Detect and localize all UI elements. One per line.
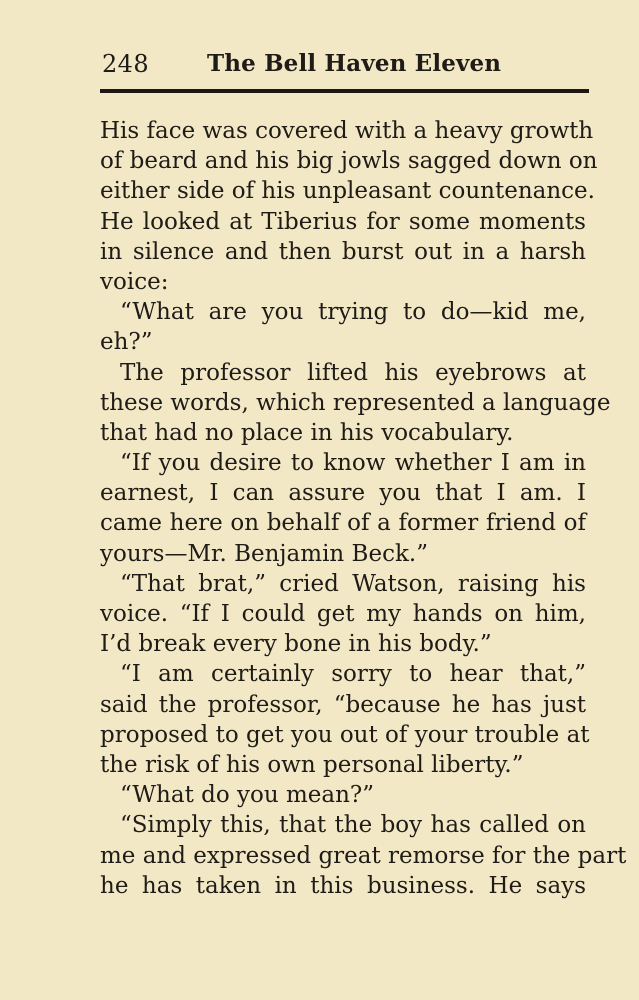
text-line: “What do you mean?” bbox=[120, 782, 374, 809]
text-line: “That brat,” cried Watson, raising his bbox=[120, 570, 586, 597]
text-line: he has taken in this business. He says bbox=[100, 872, 586, 899]
text-line: these words, which represented a language bbox=[100, 389, 611, 416]
text-line: either side of his unpleasant countenance. bbox=[100, 178, 595, 205]
text-line: yours—Mr. Benjamin Beck.” bbox=[100, 540, 428, 567]
text-line: His face was covered with a heavy growth bbox=[100, 118, 594, 144]
text-line: “I am certainly sorry to hear that,” bbox=[120, 661, 586, 688]
text-line: that had no place in his vocabulary. bbox=[100, 419, 514, 446]
text-line: voice: bbox=[100, 268, 169, 295]
text-line: earnest, I can assure you that I am. I bbox=[100, 480, 586, 507]
text-line: He looked at Tiberius for some moments bbox=[100, 208, 586, 235]
text-line: voice. “If I could get my hands on him, bbox=[100, 601, 586, 627]
text-line: of beard and his big jowls sagged down on bbox=[100, 148, 598, 175]
text-line: The professor lifted his eyebrows at bbox=[120, 359, 586, 386]
text-line: proposed to get you out of your trouble at bbox=[100, 721, 590, 748]
text-line: the risk of his own personal liberty.” bbox=[100, 751, 524, 778]
text-line: in silence and then burst out in a harsh bbox=[100, 238, 586, 265]
text-line: I’d break every bone in his body.” bbox=[100, 631, 492, 658]
text-line: “If you desire to know whether I am in bbox=[120, 450, 586, 477]
running-title: The Bell Haven Eleven bbox=[207, 50, 502, 77]
text-line: eh?” bbox=[100, 329, 153, 356]
header-rule bbox=[100, 89, 589, 93]
text-line: “What are you trying to do—kid me, bbox=[120, 299, 586, 326]
body-text bbox=[100, 116, 627, 901]
page-header bbox=[100, 50, 588, 90]
page-number: 248 bbox=[102, 50, 150, 78]
text-line: “Simply this, that the boy has called on bbox=[120, 812, 586, 839]
text-line: said the professor, “because he has just bbox=[100, 691, 586, 718]
text-line: came here on behalf of a former friend of bbox=[100, 510, 586, 537]
text-line: me and expressed great remorse for the part bbox=[100, 842, 627, 869]
